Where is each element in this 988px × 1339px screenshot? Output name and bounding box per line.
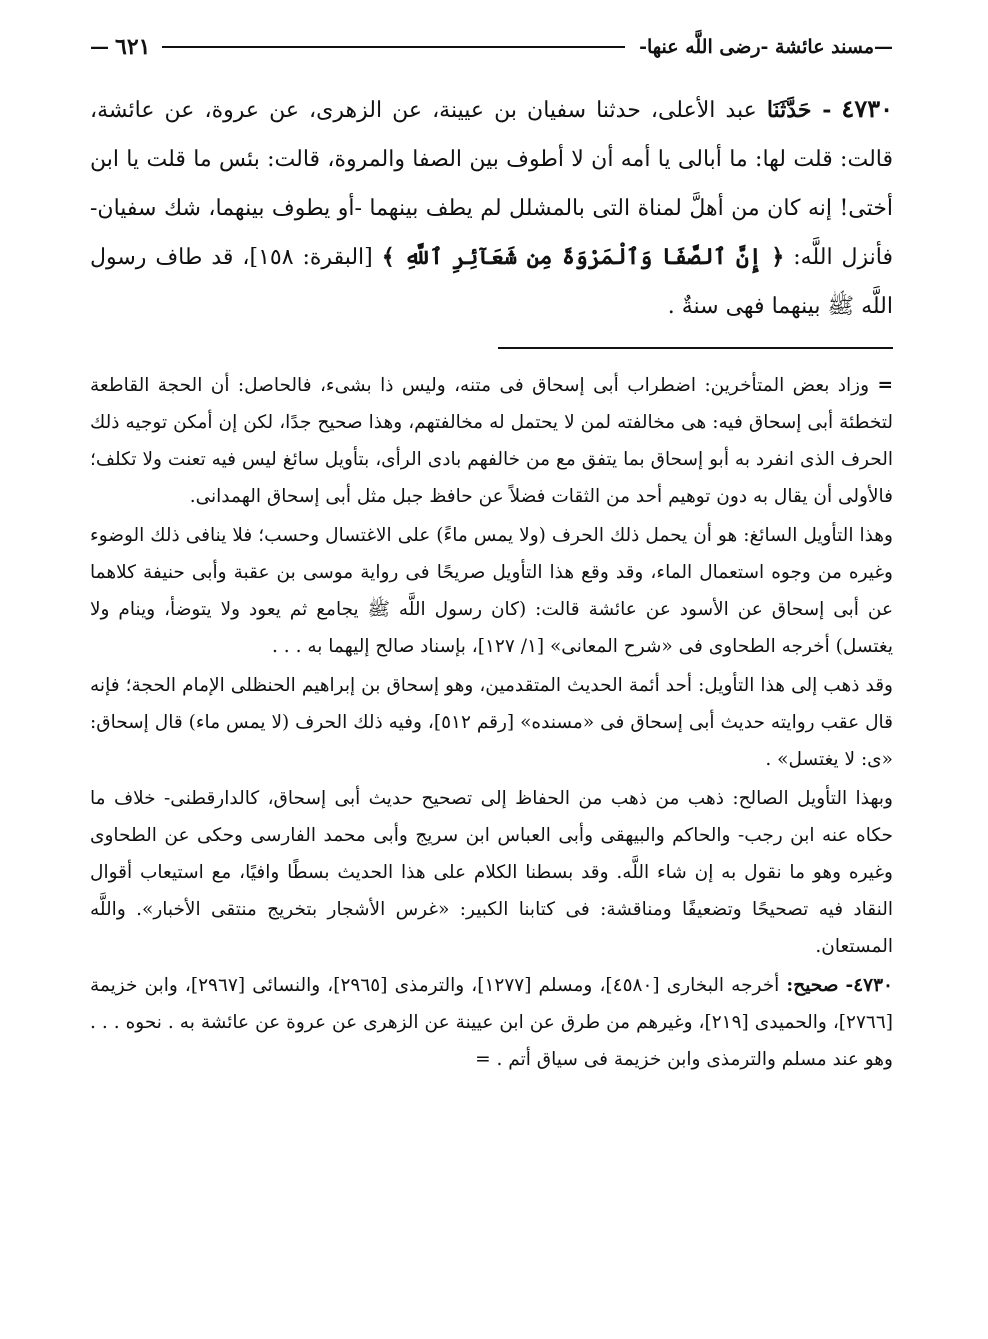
hadith-ending: [البقرة: ١٥٨]، قد طاف رسول اللَّه ﷺ بينهما فهى سنةٌ . — [90, 245, 893, 319]
header-dash: — — [90, 36, 109, 58]
note-text: وزاد بعض المتأخرين: اضطراب أبى إسحاق فى متنه، وليس ذا بشىء، فالحاصل: أن الحجة القاطعة لتخطئة أبى إسحاق فيه: هى مخالفته لمن لا يحتمل له مخالفتهم، وهذا صحيح جدًا، لكن إن أمكن توجيه ذلك الحرف الذى انفرد به أبو إسحاق بما يتفق مع من خالفهم بادى الرأى، بتأويل سائغ ليس فيه تعنت ولا تكلف؛ فالأولى أن يقال به دون توهيم أحد من الثقات فضلاً عن حافظ جبل مثل أبى إسحاق الهمدانى. — [90, 375, 893, 507]
note-paragraph — [90, 367, 893, 515]
note-paragraph — [90, 667, 893, 778]
note-text: وهذا التأويل السائغ: هو أن يحمل ذلك الحرف (ولا يمس ماءً) على الاغتسال وحسب؛ فلا ينافى ذلك الوضوء وغيره من وجوه استعمال الماء، وقد وقع هذا التأويل صريحًا فى رواية موسى بن عقبة وأبى حنيفة كلاهما عن أبى إسحاق عن الأسود عن عائشة قالت: (كان رسول اللَّه ﷺ يجامع ثم يعود ولا يتوضأ، وينام ولا يغتسل) أخرجه الطحاوى فى «شرح المعانى» [١/ ١٢٧]، بإسناد صالح إليهما به . . . — [90, 525, 893, 657]
header-rule — [162, 46, 625, 48]
hadith-body: عبد الأعلى، حدثنا سفيان بن عيينة، عن الزهرى، عن عروة، عن عائشة، قالت: قلت لها: ما أبالى يا أمه أن لا أطوف بين الصفا والمروة، قالت: بئس ما قلت يا ابن أختى! إنه كان من أهلَّ لمناة التى بالمشلل لم يطف بينهما -أو يطوف بينهما، شك سفيان- فأنزل اللَّه: — [90, 98, 894, 270]
footnote-separator — [498, 347, 893, 349]
note-paragraph — [90, 517, 893, 665]
takhrij-text: أخرجه البخارى [٤٥٨٠]، ومسلم [١٢٧٧]، والترمذى [٢٩٦٥]، والنسائى [٢٩٦٧]، وابن خزيمة [٢٧٦٦]، والحميدى [٢١٩]، وغيرهم من طرق عن ابن عيينة عن الزهرى عن عروة عن عائشة به . نحوه . . . وهو عند مسلم والترمذى وابن خزيمة فى سياق أتم . = — [90, 975, 893, 1070]
hadith-text — [90, 84, 893, 331]
running-title: مسند عائشة -رضى اللَّه عنها- — [639, 36, 874, 58]
continuation-marker: = — [877, 375, 893, 396]
header-dash: — — [874, 36, 893, 58]
hadith-number: ٤٧٣٠ — [841, 94, 893, 123]
page-number: ٦٢١ — [115, 34, 151, 60]
page-header — [90, 30, 893, 64]
takhrij-paragraph — [90, 967, 893, 1078]
hadith-dash: - — [811, 97, 832, 123]
takhrij-label: صحيح: — [786, 975, 839, 996]
note-text: وبهذا التأويل الصالح: ذهب من ذهب من الحفاظ إلى تصحيح حديث أبى إسحاق، كالدارقطنى- خلاف ما حكاه عنه ابن رجب- والحاكم والبيهقى وأبى العباس ابن سريج وأبى محمد الفارسى وحكى عن الطحاوى وغيره وهو ما نقول به إن شاء اللَّه. وقد بسطنا الكلام على هذا الحديث بسطًا وافيًا، مع استيعاب أقوال النقاد فيه تصحيحًا وتضعيفًا ومناقشة: فى كتابنا الكبير: «غرس الأشجار بتخريج منتقى الأخبار». واللَّه المستعان. — [90, 788, 893, 957]
note-text: وقد ذهب إلى هذا التأويل: أحد أئمة الحديث المتقدمين، وهو إسحاق بن إبراهيم الحنظلى الإمام الحجة؛ فإنه قال عقب روايته حديث أبى إسحاق فى «مسنده» [رقم ٥١٢]، وفيه ذلك الحرف (لا يمس ماء) قال إسحاق: «ى: لا يغتسل» . — [90, 675, 893, 770]
hadith-lead-word: حَدَّثَنَا — [766, 97, 812, 123]
takhrij-number: ٤٧٣٠- — [845, 975, 893, 996]
note-paragraph — [90, 780, 893, 965]
quran-verse: ﴿ إِنَّ ٱلصَّفَا وَٱلْمَرْوَةَ مِن شَعَآئِرِ ٱللَّهِ ﴾ — [381, 244, 785, 270]
footnotes — [90, 367, 893, 1078]
